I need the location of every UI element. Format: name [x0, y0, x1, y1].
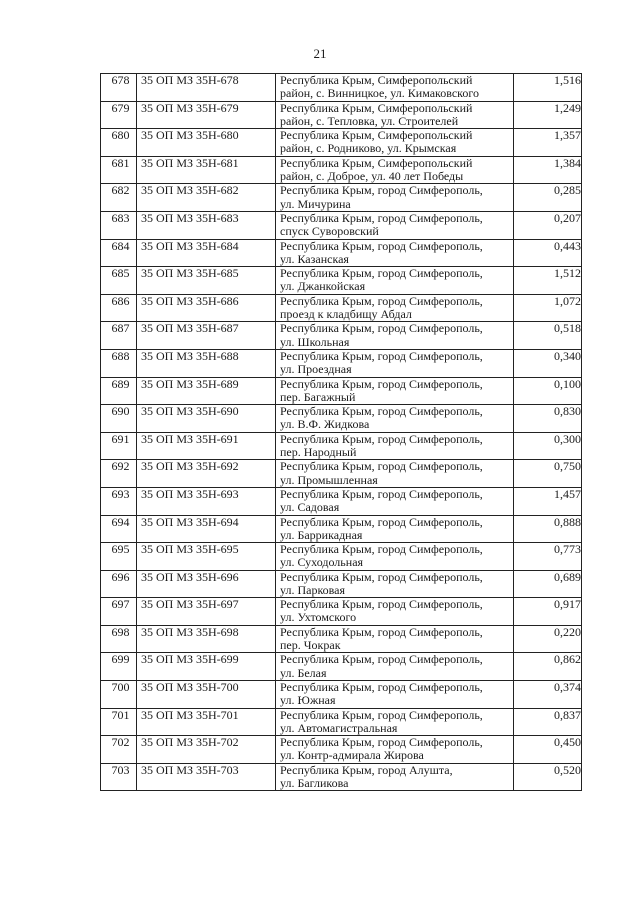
road-location-line-1: Республика Крым, город Симферополь,: [280, 735, 483, 750]
road-id: 35 ОП МЗ 35Н-686: [137, 294, 276, 322]
road-location: [276, 763, 514, 791]
row-number: 690: [101, 405, 137, 433]
road-location-line-1: Республика Крым, город Симферополь,: [280, 239, 483, 253]
road-location: [276, 515, 514, 543]
road-length: 0,750: [514, 460, 582, 488]
road-location-line-2: ул. Мичурина: [280, 196, 351, 211]
road-length: 0,837: [514, 708, 582, 736]
row-number: 683: [101, 211, 137, 239]
road-location: [276, 405, 514, 433]
road-length: 0,862: [514, 653, 582, 681]
road-location: [276, 74, 514, 102]
row-number: 684: [101, 239, 137, 267]
road-length: 1,512: [514, 267, 582, 295]
roads-table: [100, 73, 582, 791]
road-location-line-1: Республика Крым, город Симферополь,: [280, 211, 483, 225]
road-length: 0,830: [514, 405, 582, 433]
road-location-line-2: район, с. Тепловка, ул. Строителей: [280, 113, 459, 128]
row-number: 689: [101, 377, 137, 405]
road-id: 35 ОП МЗ 35Н-695: [137, 543, 276, 571]
road-location-line-2: ул. Ухтомского: [280, 610, 357, 625]
road-location: [276, 460, 514, 488]
road-id: 35 ОП МЗ 35Н-681: [137, 156, 276, 184]
road-location-line-2: ул. Баррикадная: [280, 527, 363, 542]
road-location-line-1: Республика Крым, город Симферополь,: [280, 321, 483, 336]
road-location-line-2: ул. Проездная: [280, 362, 352, 377]
table-row: [101, 239, 582, 267]
road-length: 0,888: [514, 515, 582, 543]
road-location-line-1: Республика Крым, город Симферополь,: [280, 625, 483, 639]
road-location-line-1: Республика Крым, Симферопольский: [280, 128, 473, 143]
road-location-line-1: Республика Крым, город Симферополь,: [280, 266, 483, 281]
road-location-line-2: ул. Контр-адмирала Жирова: [280, 748, 424, 763]
row-number: 681: [101, 156, 137, 184]
road-id: 35 ОП МЗ 35Н-699: [137, 653, 276, 681]
roads-table-body: [101, 74, 582, 791]
road-location-line-2: район, с. Родниково, ул. Крымская: [280, 141, 457, 156]
road-length: 0,443: [514, 239, 582, 267]
table-row: [101, 322, 582, 350]
road-location: [276, 377, 514, 405]
road-location-line-2: ул. В.Ф. Жидкова: [280, 417, 370, 432]
road-location: [276, 101, 514, 129]
road-location: [276, 736, 514, 764]
road-location-line-2: ул. Парковая: [280, 582, 346, 597]
road-id: 35 ОП МЗ 35Н-691: [137, 432, 276, 460]
road-location-line-1: Республика Крым, Симферопольский: [280, 73, 473, 87]
road-location-line-2: ул. Белая: [280, 665, 327, 680]
road-id: 35 ОП МЗ 35Н-697: [137, 598, 276, 626]
road-location-line-2: ул. Джанкойская: [280, 279, 366, 294]
road-id: 35 ОП МЗ 35Н-680: [137, 129, 276, 157]
road-location: [276, 570, 514, 598]
road-id: 35 ОП МЗ 35Н-692: [137, 460, 276, 488]
row-number: 680: [101, 129, 137, 157]
road-length: 0,773: [514, 543, 582, 571]
road-location-line-1: Республика Крым, город Симферополь,: [280, 597, 483, 612]
table-row: [101, 377, 582, 405]
road-id: 35 ОП МЗ 35Н-693: [137, 487, 276, 515]
table-row: [101, 653, 582, 681]
road-id: 35 ОП МЗ 35Н-696: [137, 570, 276, 598]
road-location: [276, 487, 514, 515]
road-length: 0,220: [514, 625, 582, 653]
row-number: 699: [101, 653, 137, 681]
road-id: 35 ОП МЗ 35Н-690: [137, 405, 276, 433]
road-length: 0,917: [514, 598, 582, 626]
road-length: 1,249: [514, 101, 582, 129]
table-row: [101, 515, 582, 543]
road-location: [276, 322, 514, 350]
road-location-line-2: ул. Промышленная: [280, 472, 378, 487]
row-number: 693: [101, 487, 137, 515]
table-row: [101, 129, 582, 157]
road-location-line-2: ул. Суходольная: [280, 555, 364, 570]
road-id: 35 ОП МЗ 35Н-701: [137, 708, 276, 736]
road-length: 0,340: [514, 349, 582, 377]
road-id: 35 ОП МЗ 35Н-700: [137, 681, 276, 709]
road-length: 0,285: [514, 184, 582, 212]
road-location-line-1: Республика Крым, город Алушта,: [280, 763, 453, 777]
road-id: 35 ОП МЗ 35Н-689: [137, 377, 276, 405]
row-number: 686: [101, 294, 137, 322]
road-location-line-1: Республика Крым, город Симферополь,: [280, 349, 483, 363]
row-number: 687: [101, 322, 137, 350]
road-length: 0,520: [514, 763, 582, 791]
road-length: 0,689: [514, 570, 582, 598]
row-number: 682: [101, 184, 137, 212]
table-row: [101, 405, 582, 433]
road-id: 35 ОП МЗ 35Н-687: [137, 322, 276, 350]
road-length: 1,072: [514, 294, 582, 322]
row-number: 696: [101, 570, 137, 598]
road-location: [276, 625, 514, 653]
road-location-line-1: Республика Крым, город Симферополь,: [280, 680, 483, 695]
road-id: 35 ОП МЗ 35Н-702: [137, 736, 276, 764]
row-number: 685: [101, 267, 137, 295]
table-row: [101, 736, 582, 764]
table-row: [101, 763, 582, 791]
table-row: [101, 543, 582, 571]
road-location-line-2: ул. Казанская: [280, 251, 349, 266]
road-length: 1,516: [514, 74, 582, 102]
road-location-line-1: Республика Крым, город Симферополь,: [280, 183, 483, 198]
road-location: [276, 598, 514, 626]
road-id: 35 ОП МЗ 35Н-685: [137, 267, 276, 295]
road-location-line-2: ул. Школьная: [280, 334, 350, 349]
road-location: [276, 211, 514, 239]
road-length: 0,100: [514, 377, 582, 405]
road-location-line-1: Республика Крым, город Симферополь,: [280, 487, 483, 501]
road-location-line-1: Республика Крым, город Симферополь,: [280, 459, 483, 474]
row-number: 703: [101, 763, 137, 791]
table-row: [101, 708, 582, 736]
row-number: 678: [101, 74, 137, 102]
road-length: 1,384: [514, 156, 582, 184]
row-number: 692: [101, 460, 137, 488]
road-length: 0,518: [514, 322, 582, 350]
page-number: 21: [313, 46, 327, 61]
road-location-line-1: Республика Крым, Симферопольский: [280, 101, 473, 115]
table-row: [101, 267, 582, 295]
road-length: 1,357: [514, 129, 582, 157]
road-id: 35 ОП МЗ 35Н-684: [137, 239, 276, 267]
road-location-line-2: район, с. Винницкое, ул. Кимаковского: [280, 86, 480, 101]
table-row: [101, 598, 582, 626]
road-location-line-2: пер. Народный: [280, 444, 357, 459]
road-location-line-1: Республика Крым, город Симферополь,: [280, 542, 483, 557]
table-row: [101, 625, 582, 653]
row-number: 694: [101, 515, 137, 543]
road-location-line-2: проезд к кладбищу Абдал: [280, 306, 412, 321]
road-location-line-2: пер. Багажный: [280, 389, 356, 404]
road-location-line-2: пер. Чокрак: [280, 638, 341, 653]
road-location-line-1: Республика Крым, город Симферополь,: [280, 432, 483, 446]
table-row: [101, 432, 582, 460]
table-row: [101, 184, 582, 212]
road-location-line-2: ул. Автомагистральная: [280, 720, 398, 735]
road-length: 0,300: [514, 432, 582, 460]
road-location: [276, 432, 514, 460]
road-length: 0,450: [514, 736, 582, 764]
table-row: [101, 156, 582, 184]
road-location: [276, 184, 514, 212]
road-location: [276, 653, 514, 681]
row-number: 695: [101, 543, 137, 571]
road-id: 35 ОП МЗ 35Н-678: [137, 74, 276, 102]
road-length: 0,207: [514, 211, 582, 239]
road-location-line-1: Республика Крым, город Симферополь,: [280, 708, 483, 722]
road-location: [276, 681, 514, 709]
road-id: 35 ОП МЗ 35Н-682: [137, 184, 276, 212]
road-id: 35 ОП МЗ 35Н-688: [137, 349, 276, 377]
road-location-line-2: ул. Южная: [280, 693, 336, 708]
road-location-line-1: Республика Крым, Симферопольский: [280, 156, 473, 170]
road-location: [276, 294, 514, 322]
road-id: 35 ОП МЗ 35Н-683: [137, 211, 276, 239]
road-length: 1,457: [514, 487, 582, 515]
row-number: 700: [101, 681, 137, 709]
table-row: [101, 349, 582, 377]
road-location-line-1: Республика Крым, город Симферополь,: [280, 652, 483, 667]
table-row: [101, 294, 582, 322]
row-number: 698: [101, 625, 137, 653]
road-location: [276, 543, 514, 571]
road-location: [276, 267, 514, 295]
road-location-line-2: спуск Суворовский: [280, 224, 379, 239]
table-row: [101, 460, 582, 488]
table-row: [101, 101, 582, 129]
road-location-line-1: Республика Крым, город Симферополь,: [280, 404, 483, 419]
road-location-line-2: район, с. Доброе, ул. 40 лет Победы: [280, 168, 464, 183]
table-row: [101, 681, 582, 709]
row-number: 679: [101, 101, 137, 129]
road-location-line-2: ул. Садовая: [280, 500, 340, 515]
table-row: [101, 570, 582, 598]
row-number: 688: [101, 349, 137, 377]
road-location: [276, 239, 514, 267]
row-number: 702: [101, 736, 137, 764]
road-location: [276, 349, 514, 377]
road-location-line-1: Республика Крым, город Симферополь,: [280, 515, 483, 529]
row-number: 701: [101, 708, 137, 736]
table-row: [101, 487, 582, 515]
road-id: 35 ОП МЗ 35Н-698: [137, 625, 276, 653]
road-id: 35 ОП МЗ 35Н-703: [137, 763, 276, 791]
road-location-line-1: Республика Крым, город Симферополь,: [280, 377, 483, 391]
row-number: 697: [101, 598, 137, 626]
table-row: [101, 211, 582, 239]
road-id: 35 ОП МЗ 35Н-694: [137, 515, 276, 543]
road-location: [276, 156, 514, 184]
table-row: [101, 74, 582, 102]
road-id: 35 ОП МЗ 35Н-679: [137, 101, 276, 129]
road-length: 0,374: [514, 681, 582, 709]
road-location: [276, 708, 514, 736]
road-location-line-2: ул. Багликова: [280, 776, 349, 791]
road-location-line-1: Республика Крым, город Симферополь,: [280, 570, 483, 584]
row-number: 691: [101, 432, 137, 460]
road-location: [276, 129, 514, 157]
road-location-line-1: Республика Крым, город Симферополь,: [280, 294, 483, 308]
